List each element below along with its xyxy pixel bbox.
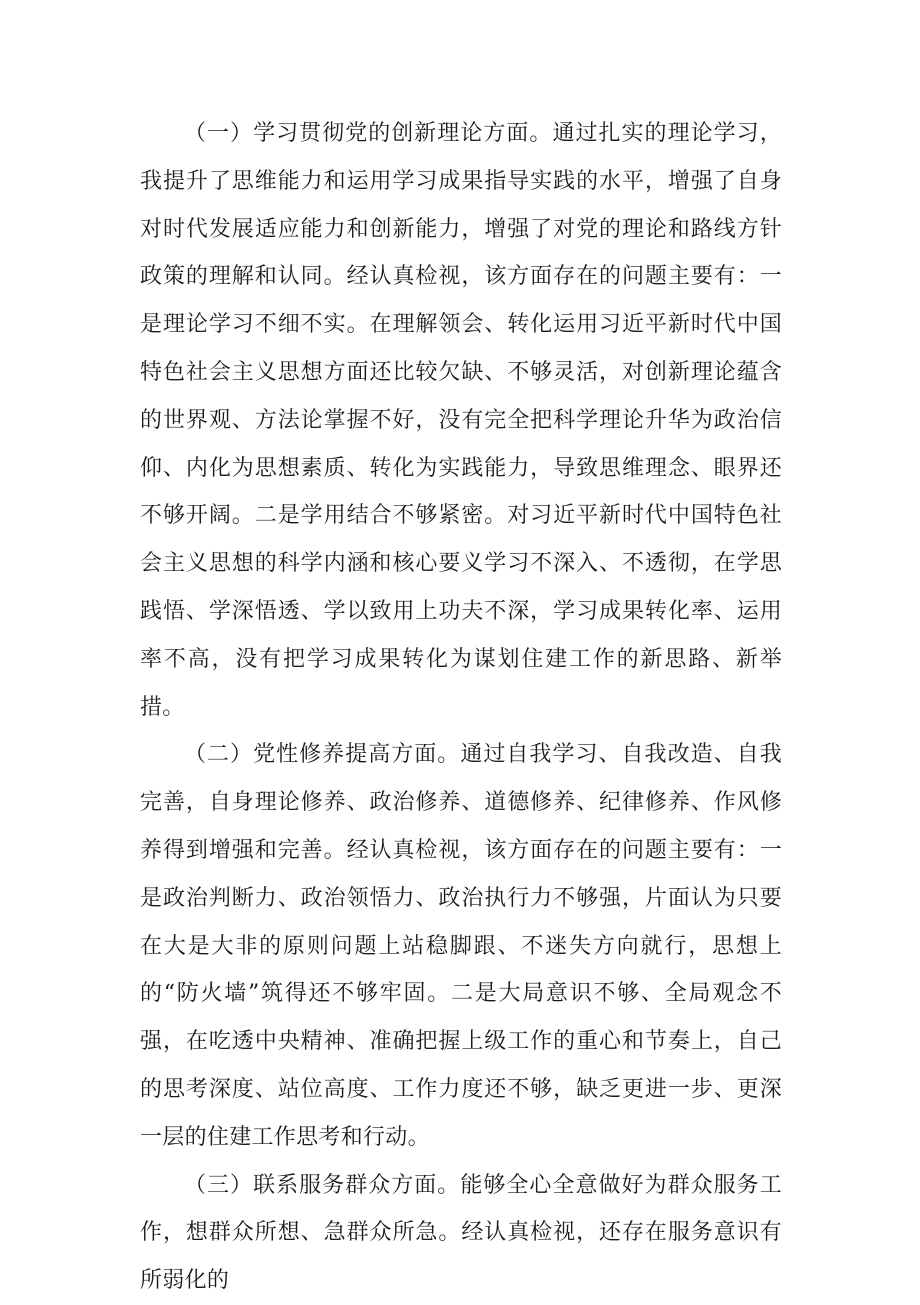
document-body [140,110,782,1305]
paragraph-serving-masses: （三）联系服务群众方面。能够全心全意做好为群众服务工作，想群众所想、急群众所急。经认真检视，还存在服务意识有所弱化的 [140,1172,782,1294]
paragraph-party-spirit: （二）党性修养提高方面。通过自我学习、自我改造、自我完善，自身理论修养、政治修养、道德修养、纪律修养、作风修养得到增强和完善。经认真检视，该方面存在的问题主要有：一是政治判断力、政治领悟力、政治执行力不够强，片面认为只要在大是大非的原则问题上站稳脚跟、不迷失方向就行，思想上的“防火墙”筑得还不够牢固。二是大局意识不够、全局观念不强，在吃透中央精神、准确把握上级工作的重心和节奏上，自己的思考深度、站位高度、工作力度还不够，缺乏更进一步、更深一层的住建工作思考和行动。 [140,742,782,1150]
paragraph-study-theory: （一）学习贯彻党的创新理论方面。通过扎实的理论学习，我提升了思维能力和运用学习成果指导实践的水平，增强了自身对时代发展适应能力和创新能力，增强了对党的理论和路线方针政策的理解和认同。经认真检视，该方面存在的问题主要有：一是理论学习不细不实。在理解领会、转化运用习近平新时代中国特色社会主义思想方面还比较欠缺、不够灵活，对创新理论蕴含的世界观、方法论掌握不好，没有完全把科学理论升华为政治信仰、内化为思想素质、转化为实践能力，导致思维理念、眼界还不够开阔。二是学用结合不够紧密。对习近平新时代中国特色社会主义思想的科学内涵和核心要义学习不深入、不透彻，在学思践悟、学深悟透、学以致用上功夫不深，学习成果转化率、运用率不高，没有把学习成果转化为谋划住建工作的新思路、新举措。 [140,121,782,720]
